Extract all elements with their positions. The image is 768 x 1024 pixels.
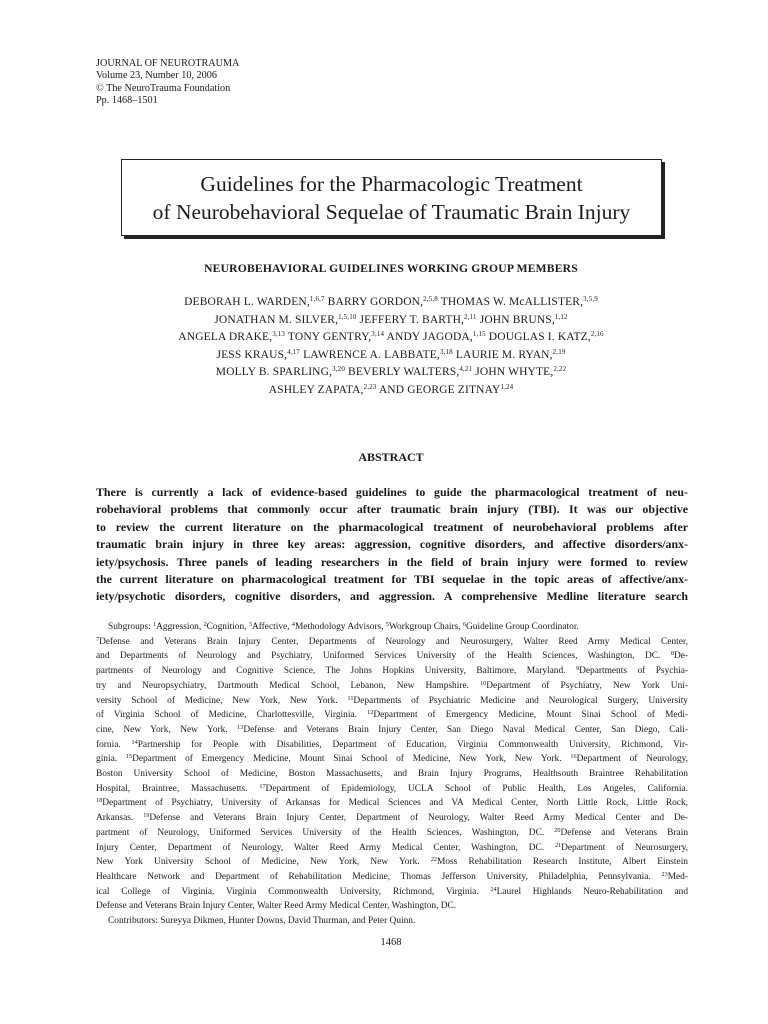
footnote-line [96,664,688,679]
footnote-number: 5 [385,621,389,628]
footnote-line [96,826,688,841]
footnote-text: ginia. [96,754,126,765]
footnote-line [96,649,688,664]
footnote-number: 13 [237,723,244,731]
footnote-line [96,679,688,694]
footnote-text: De- [673,651,688,662]
footnote-text: Department of Emergency Medicine, Mount Sinai School of Medicine, New York, New York. [132,754,571,765]
abstract-line: There is currently a lack of evidence-based guidelines to guide the pharmacological treatment of neu- [96,485,688,499]
author-name: LAWRENCE A. LABBATE, [303,348,440,361]
abstract-line: to review the current literature on the pharmacological treatment of neurobehavioral problems after [96,519,688,534]
footnote-text: Partnership for People with Disabilities, Department of Education, Virginia Commonwealth University, Richmond, Vir- [137,739,688,750]
footnote-text: Hospital, Braintree, Massachusetts. [96,783,260,794]
footnote-number: 11 [347,694,354,702]
page-number: 1468 [380,937,402,948]
footnote-number: 22 [430,856,438,864]
footnote-number: 23 [661,870,668,878]
footnote-line [96,738,688,753]
abstract-line: traumatic brain injury in three key areas: aggression, cognitive disorders, and affective disorders/anx- [96,537,688,552]
author-name: LAURIE M. RYAN, [455,348,553,361]
footnote-text: partments of Neurology and Cognitive Science, The Johns Hopkins University, Baltimore, Maryland. [96,666,576,677]
footnote-line [96,870,688,885]
author-affiliation: 1,12 [554,312,568,321]
author-affiliation: 3,13 [272,330,286,339]
footnote-text: Affective, [251,622,292,632]
footnote-line [96,811,688,826]
footnote-line [96,635,688,650]
author-affiliation: 1,24 [500,382,514,391]
footnote-text: ical College of Virginia, Virginia Commonwealth University, Richmond, Virginia. [96,886,491,897]
author-name: JEFFERY T. BARTH, [359,313,465,326]
footnote-text: Aggression, [156,622,204,632]
author-affiliation: 2,11 [464,312,477,321]
footnote-number: 18 [96,797,103,805]
footnote-number: 1 [153,621,157,628]
author-name: ASHLEY ZAPATA, [268,383,364,396]
author-line [96,364,686,382]
footnote-text: Department of Neurosurgery, [561,842,688,853]
footnote-text: Department of Emergency Medicine, Mount Sinai School of Medi- [373,710,688,721]
footnote-text: Defense and Veterans Brain Injury Center, Departments of Neurology and Neurosurgery, Walter Reed Army Medical Center, [99,636,688,647]
author-affiliation: 3,14 [371,330,385,339]
article-title-line-1: Guidelines for the Pharmacologic Treatment [200,171,583,196]
author-name: MOLLY B. SPARLING, [215,366,333,379]
footnote-text: Departments of Psychiatric Medicine and Neurological Surgery, University [353,695,688,706]
footnote-line [96,885,688,900]
footnote-line [96,620,688,635]
footnote-number: 16 [570,753,577,761]
footnote-text: Moss Rehabilitation Research Institute, Albert Einstein [437,857,688,868]
footnote-text: of Virginia School of Medicine, Charlottesville, Virginia. [96,710,368,721]
footnote-text: Defense and Veterans Brain Injury Center, Department of Neurology, Walter Reed Army Medical Center and De- [149,813,689,824]
footnote-line [96,841,688,856]
footnote-number: 17 [259,782,266,790]
footnote-text: Arkansas. [96,813,144,824]
abstract-heading: ABSTRACT [358,450,424,464]
footnote-text: fornia. [96,739,132,750]
author-affiliation: 1,5,10 [338,312,357,321]
author-affiliation: 3,20 [332,365,345,374]
footnote-text: Boston University School of Medicine, Boston Massachusetts, and Brain Injury Programs, Healthsouth Braintree Rehabilitation [96,769,688,780]
author-name: BARRY GORDON, [327,296,424,308]
footnote-number: 10 [480,679,487,687]
author-list [96,294,686,400]
footnote-text: Contributors: Sureyya Dikmen, Hunter Downs, David Thurman, and Peter Quinn. [108,916,416,927]
footnote-text: Cognition, [206,622,249,632]
footnote-text: and Departments of Neurology and Psychiatry, Uniformed Services University of the Health Sciences, Washington, DC. [96,651,671,662]
footnote-text: partment of Neurology, Uniformed Services University of the Health Sciences, Washington, DC. [96,827,555,838]
author-line [96,347,686,365]
footnote-number: 2 [203,621,207,628]
author-line [96,312,686,330]
footnote-text: try and Neuropsychiatry, Dartmouth Medical School, Lebanon, New Hampshire. [96,680,481,691]
author-affiliation: 2,5,8 [423,295,438,303]
abstract-line: robehavioral problems that commonly occur after traumatic brain injury (TBI). It was our objective [96,502,688,517]
author-line [96,329,686,347]
footnote-number: 4 [291,621,295,628]
author-affiliation: 2,22 [553,365,567,374]
footnote-text: Guideline Group Coordinator. [466,622,579,632]
author-line [96,294,686,312]
footnote-text: New York University School of Medicine, New York, New York. [96,857,431,868]
footnote-text: Healthcare Network and Department of Rehabilitation Medicine, Thomas Jefferson University, Philadelphia, Pennsylvania. [96,871,662,882]
journal-volume: Volume 23, Number 10, 2006 [96,70,217,82]
footnote-text: Workgroup Chairs, [388,622,463,632]
footnote-number: 9 [575,665,580,673]
author-affiliation: 3,18 [439,347,453,356]
journal-pages: Pp. 1468–1501 [96,95,158,107]
footnote-text: Department of Epidemiology, UCLA School of Public Health, Los Angeles, California. [265,783,688,794]
author-affiliation: 4,21 [459,365,473,374]
footnote-number: 8 [670,650,674,658]
footnote-text: Department of Psychiatry, University of Arkansas for Medical Sciences and VA Medical Center, North Little Rock, Little Rock, [102,798,688,809]
footnote-text: Med- [667,871,688,882]
footnote-line [96,796,688,811]
footnote-text: Subgroups: [108,622,154,632]
author-name: ANDY JAGODA, [386,331,473,344]
footnote-text: Defense and Veterans Brain Injury Center, Walter Reed Army Medical Center, Washington, DC. [96,901,457,912]
journal-name: JOURNAL OF NEUROTRAUMA [96,58,240,69]
footnote-number: 21 [554,841,562,849]
footnote-number: 12 [367,709,374,717]
footnote-number: 19 [143,812,150,820]
footnote-line [96,914,688,929]
author-name: BEVERLY WALTERS, [348,366,460,379]
article-title-box [121,159,662,236]
footnote-number: 6 [462,621,467,628]
author-affiliation: 2,19 [552,347,566,356]
footnote-text: Injury Center, Department of Neurology, Walter Reed Army Medical Center, Washington, DC. [96,842,555,853]
footnote-line [96,752,688,767]
author-name: JOHN BRUNS, [479,313,555,326]
footnote-number: 20 [554,826,561,834]
footnote-line [96,767,688,782]
footnote-text: versity School of Medicine, New York, New York. [96,695,348,706]
abstract-line: iety/psychotic disorders, cognitive disorders, and aggression. A comprehensive Medline literature search [96,589,688,604]
footnote-line [96,708,688,723]
footnote-number: 15 [125,753,133,761]
footnote-number: 24 [490,885,497,893]
footnote-number: 14 [131,738,138,746]
footnote-text: Laurel Highlands Neuro-Rehabilitation and [496,886,689,897]
footnote-text: Defense and Veterans Brain Injury Center, San Diego Naval Medical Center, San Diego, Cali- [243,724,688,735]
footnote-text: Defense and Veterans Brain [560,827,689,838]
author-name: TONY GENTRY, [287,331,372,344]
footnote-line [96,694,688,709]
author-name: DEBORAH L. WARDEN, [184,296,310,308]
abstract-line: the current literature on pharmacological treatment for TBI sequelae in the topic areas of affective/anx- [96,572,688,587]
author-name: JESS KRAUS, [216,348,288,361]
footnote-line [96,723,688,738]
author-name: JONATHAN M. SILVER, [214,313,339,326]
author-affiliation: 2,16 [590,330,604,339]
journal-header [96,58,239,108]
author-name: JOHN WHYTE, [475,366,554,379]
footnote-text: cine, New York, New York. [96,724,238,735]
footnote-line [96,782,688,797]
footnote-text: Department of Neurology, [576,754,689,765]
footnote-number: 7 [96,635,100,643]
working-group-heading: NEUROBEHAVIORAL GUIDELINES WORKING GROUP MEMBERS [204,262,578,275]
abstract-line: iety/psychosis. Three panels of leading researchers in the field of brain injury were formed to review [96,554,688,569]
author-name: DOUGLAS I. KATZ, [488,331,591,344]
author-affiliation: 1,6,7 [309,295,325,303]
author-name: THOMAS W. McALLISTER, [440,296,584,308]
author-name: AND GEORGE ZITNAY [378,383,501,396]
affiliation-footnotes [96,620,688,929]
abstract-body [96,484,688,606]
author-affiliation: 4,17 [287,347,301,356]
footnote-text: Departments of Psychia- [579,666,689,677]
author-line [96,382,686,400]
footnote-text: Department of Psychiatry, New York Uni- [486,680,688,691]
author-affiliation: 3,5,9 [583,295,598,303]
article-title-line-2: of Neurobehavioral Sequelae of Traumatic Brain Injury [152,199,631,224]
author-affiliation: 2,23 [363,382,377,391]
footnote-line [96,899,688,914]
author-affiliation: 1,15 [472,330,486,339]
footnote-line [96,855,688,870]
footnote-text: Methodology Advisors, [294,622,386,632]
journal-copyright: © The NeuroTrauma Foundation [96,82,231,94]
footnote-number: 3 [248,621,252,628]
author-name: ANGELA DRAKE, [178,331,273,344]
